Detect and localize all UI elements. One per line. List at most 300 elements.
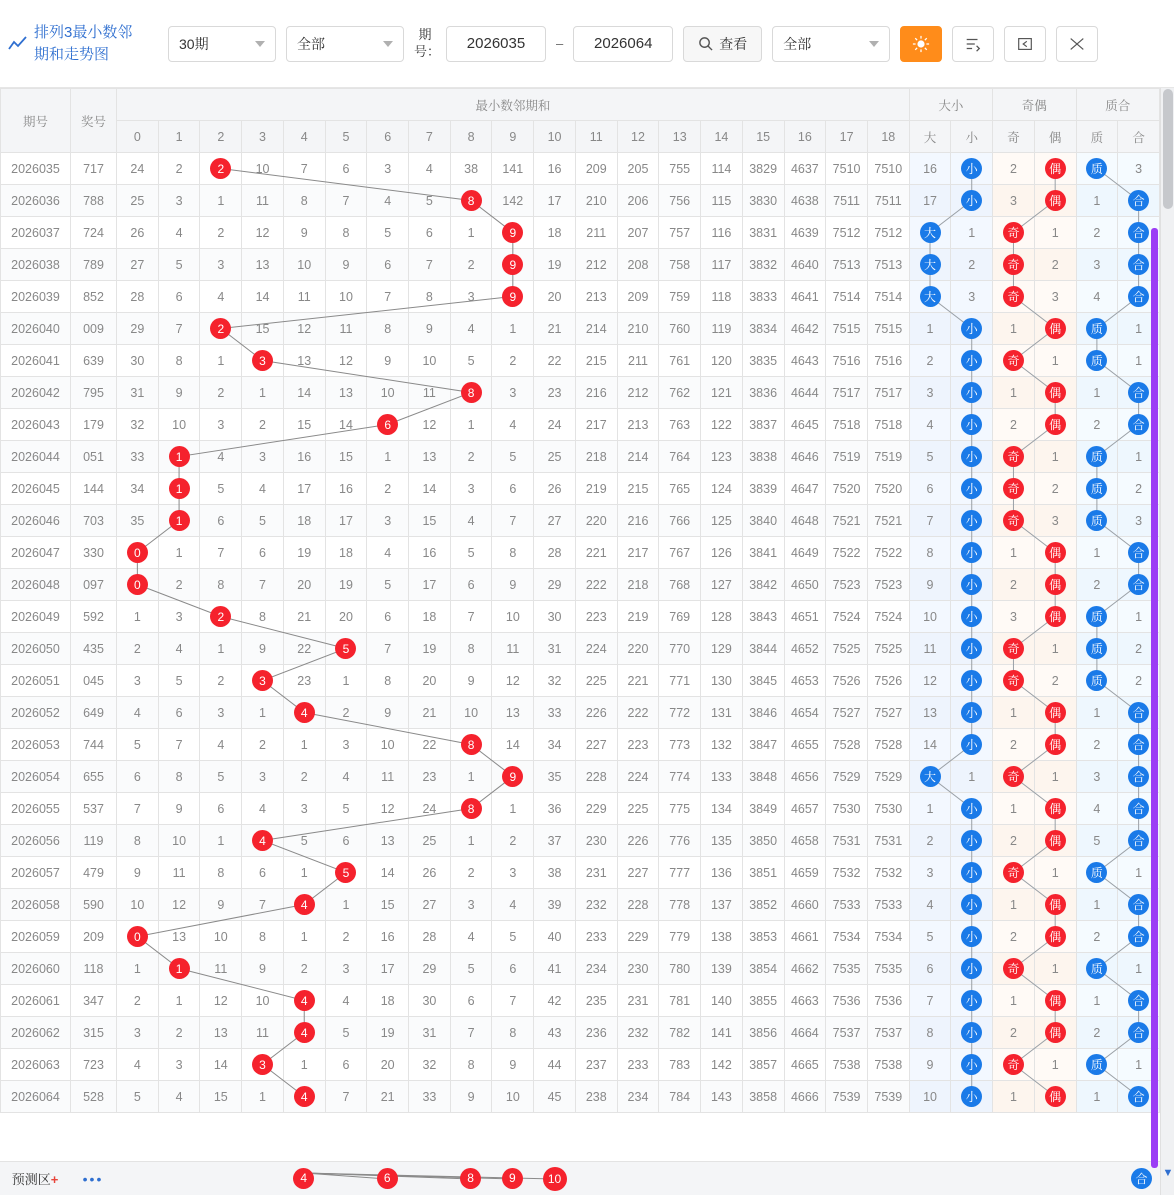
predict-connector	[116, 1162, 1166, 1195]
period-count-select[interactable]	[168, 26, 276, 62]
cell-col-9: 3	[492, 857, 534, 889]
table-row[interactable]	[1, 505, 1160, 537]
table-row[interactable]	[1, 281, 1160, 313]
row-award-number: 315	[71, 1017, 117, 1049]
cell-col-8: 8	[450, 1049, 492, 1081]
table-row[interactable]	[1, 377, 1160, 409]
cell-col-8: 4	[450, 921, 492, 953]
hit-ball: 2	[210, 318, 231, 339]
cell-col-17: 7522	[826, 537, 868, 569]
predict-label-text: 预测区	[11, 1172, 51, 1187]
hit-ball: 4	[294, 894, 315, 915]
cell-col-15: 3835	[742, 345, 784, 377]
cell-col-1: 3	[158, 185, 200, 217]
cell-zhi: 2	[1076, 729, 1118, 761]
cell-ou: 1	[1034, 441, 1076, 473]
cell-col-8: 9	[450, 1081, 492, 1113]
cell-col-12: 230	[617, 953, 659, 985]
cell-col-9: 1	[492, 793, 534, 825]
cell-ji-ball: 奇	[1003, 638, 1024, 659]
cell-col-13: 779	[659, 921, 701, 953]
cell-xiao	[951, 409, 993, 441]
cell-col-14: 143	[701, 1081, 743, 1113]
cell-he: 1	[1118, 601, 1160, 633]
cell-col-11: 234	[575, 953, 617, 985]
cell-col-18: 7518	[867, 409, 909, 441]
cell-col-0: 4	[117, 1049, 159, 1081]
cell-col-4: 19	[283, 537, 325, 569]
cell-col-3: 1	[242, 697, 284, 729]
cell-col-17: 7534	[826, 921, 868, 953]
cell-col-5: 6	[325, 825, 367, 857]
cell-ou	[1034, 697, 1076, 729]
table-row[interactable]	[1, 761, 1160, 793]
cell-col-0: 10	[117, 889, 159, 921]
cell-zhi-ball: 质	[1086, 862, 1107, 883]
cell-col-14: 139	[701, 953, 743, 985]
cell-zhi	[1076, 505, 1118, 537]
cell-ou-ball: 偶	[1045, 1086, 1066, 1107]
cell-col-12: 217	[617, 537, 659, 569]
cell-col-12: 221	[617, 665, 659, 697]
cell-col-15: 3845	[742, 665, 784, 697]
cell-col-17: 7530	[826, 793, 868, 825]
cell-xiao	[951, 601, 993, 633]
cell-ji	[993, 473, 1035, 505]
cell-he-ball: 合	[1128, 926, 1149, 947]
cell-col-10: 21	[534, 313, 576, 345]
cell-col-5: 3	[325, 729, 367, 761]
predict-bar	[0, 1161, 1160, 1195]
filter-select[interactable]	[286, 26, 404, 62]
cell-da	[909, 249, 951, 281]
cell-col-15: 3833	[742, 281, 784, 313]
cell-col-15: 3841	[742, 537, 784, 569]
row-award-number: 717	[71, 153, 117, 185]
row-period: 2026035	[1, 153, 71, 185]
cell-zhi: 5	[1076, 825, 1118, 857]
predict-ball[interactable]: 8	[460, 1168, 481, 1189]
cell-col-4: 10	[283, 249, 325, 281]
cell-col-1: 4	[158, 633, 200, 665]
predict-ball[interactable]: 6	[377, 1168, 398, 1189]
cell-da: 7	[909, 985, 951, 1017]
cell-col-8	[450, 377, 492, 409]
cell-col-9: 11	[492, 633, 534, 665]
cell-col-14: 118	[701, 281, 743, 313]
cell-col-4: 17	[283, 473, 325, 505]
cell-col-12: 225	[617, 793, 659, 825]
cell-col-6: 10	[367, 729, 409, 761]
row-award-number: 852	[71, 281, 117, 313]
cell-col-16: 4645	[784, 409, 826, 441]
cell-col-9	[492, 761, 534, 793]
cell-col-7: 32	[409, 1049, 451, 1081]
cell-col-17: 7525	[826, 633, 868, 665]
cell-col-11: 218	[575, 441, 617, 473]
cell-col-8: 4	[450, 505, 492, 537]
cell-col-18: 7513	[867, 249, 909, 281]
cell-zhi: 4	[1076, 793, 1118, 825]
cell-col-18: 7532	[867, 857, 909, 889]
table-row[interactable]	[1, 185, 1160, 217]
table-row[interactable]	[1, 953, 1160, 985]
cell-col-2: 3	[200, 249, 242, 281]
cell-col-14: 115	[701, 185, 743, 217]
cell-col-10: 32	[534, 665, 576, 697]
cell-col-7: 33	[409, 1081, 451, 1113]
table-row[interactable]	[1, 569, 1160, 601]
start-period-input[interactable]: 2026035	[446, 26, 546, 62]
cell-col-18: 7530	[867, 793, 909, 825]
cell-col-18: 7521	[867, 505, 909, 537]
cell-col-7: 21	[409, 697, 451, 729]
cell-col-1: 4	[158, 217, 200, 249]
cell-he-ball: 合	[1128, 574, 1149, 595]
cell-da: 5	[909, 441, 951, 473]
cell-zhi: 1	[1076, 697, 1118, 729]
cell-col-0: 1	[117, 953, 159, 985]
cell-col-12: 223	[617, 729, 659, 761]
cell-col-15: 3856	[742, 1017, 784, 1049]
cell-col-9: 14	[492, 729, 534, 761]
cell-da: 5	[909, 921, 951, 953]
cell-col-2: 3	[200, 697, 242, 729]
cell-col-5: 5	[325, 793, 367, 825]
hit-ball: 1	[169, 446, 190, 467]
cell-col-14: 135	[701, 825, 743, 857]
table-row[interactable]	[1, 249, 1160, 281]
header-col-17: 17	[826, 121, 868, 153]
cell-col-16: 4637	[784, 153, 826, 185]
cell-ou-ball: 偶	[1045, 542, 1066, 563]
table-row[interactable]	[1, 825, 1160, 857]
cell-xiao-ball: 小	[961, 350, 982, 371]
period-field-label: 期号：	[414, 27, 441, 59]
cell-ou-ball: 偶	[1045, 830, 1066, 851]
cell-col-5: 2	[325, 697, 367, 729]
cell-xiao-ball: 小	[961, 1022, 982, 1043]
cell-xiao	[951, 345, 993, 377]
cell-ou: 1	[1034, 857, 1076, 889]
table-row[interactable]	[1, 601, 1160, 633]
table-row[interactable]	[1, 921, 1160, 953]
row-award-number: 330	[71, 537, 117, 569]
cell-col-17: 7532	[826, 857, 868, 889]
cell-ji	[993, 281, 1035, 313]
cell-col-9: 3	[492, 377, 534, 409]
cell-col-9: 10	[492, 1081, 534, 1113]
cell-col-17: 7521	[826, 505, 868, 537]
cell-col-2: 12	[200, 985, 242, 1017]
shuffle-button[interactable]	[1056, 26, 1098, 62]
cell-col-13: 783	[659, 1049, 701, 1081]
cell-ji-ball: 奇	[1003, 350, 1024, 371]
cell-da: 1	[909, 313, 951, 345]
cell-col-11: 224	[575, 633, 617, 665]
cell-col-8: 7	[450, 601, 492, 633]
predict-more-button[interactable]: •••	[82, 1170, 104, 1187]
cell-col-7: 18	[409, 601, 451, 633]
cell-xiao-ball: 小	[961, 862, 982, 883]
cell-col-7: 24	[409, 793, 451, 825]
predict-label[interactable]	[0, 1169, 70, 1188]
cell-he: 1	[1118, 857, 1160, 889]
cell-col-10: 26	[534, 473, 576, 505]
cell-col-15: 3842	[742, 569, 784, 601]
header-col-6: 6	[367, 121, 409, 153]
cell-col-9: 9	[492, 569, 534, 601]
cell-col-2: 1	[200, 825, 242, 857]
cell-col-16: 4664	[784, 1017, 826, 1049]
cell-zhi: 1	[1076, 537, 1118, 569]
row-period: 2026063	[1, 1049, 71, 1081]
cell-col-12: 226	[617, 825, 659, 857]
cell-col-8: 1	[450, 409, 492, 441]
trend-table	[0, 88, 1160, 1113]
cell-col-9	[492, 281, 534, 313]
row-period: 2026038	[1, 249, 71, 281]
cell-col-8: 4	[450, 313, 492, 345]
predict-ball[interactable]: 10	[543, 1167, 567, 1191]
cell-col-0	[117, 537, 159, 569]
cell-col-11: 216	[575, 377, 617, 409]
cell-zhi-ball: 质	[1086, 318, 1107, 339]
header-number-row	[1, 121, 1160, 153]
row-period: 2026064	[1, 1081, 71, 1113]
table-row[interactable]	[1, 857, 1160, 889]
cell-col-14: 138	[701, 921, 743, 953]
cell-col-4: 21	[283, 601, 325, 633]
cell-col-15: 3837	[742, 409, 784, 441]
cell-col-7: 5	[409, 185, 451, 217]
cell-col-1: 10	[158, 409, 200, 441]
cell-col-12: 220	[617, 633, 659, 665]
cell-xiao-ball: 小	[961, 542, 982, 563]
cell-col-16: 4654	[784, 697, 826, 729]
cell-col-14: 123	[701, 441, 743, 473]
sort-button[interactable]	[952, 26, 994, 62]
theme-toggle-button[interactable]	[900, 26, 942, 62]
cell-col-6: 16	[367, 921, 409, 953]
cell-col-0: 34	[117, 473, 159, 505]
cell-col-5: 17	[325, 505, 367, 537]
cell-col-5: 4	[325, 985, 367, 1017]
cell-col-10: 36	[534, 793, 576, 825]
view-button[interactable]	[683, 26, 762, 62]
cell-ji: 3	[993, 601, 1035, 633]
cell-xiao-ball: 小	[961, 734, 982, 755]
cell-col-2: 2	[200, 665, 242, 697]
cell-col-14: 131	[701, 697, 743, 729]
cell-col-3: 4	[242, 793, 284, 825]
table-row[interactable]	[1, 1049, 1160, 1081]
cell-col-6: 13	[367, 825, 409, 857]
cell-col-0: 35	[117, 505, 159, 537]
cell-ji-ball: 奇	[1003, 766, 1024, 787]
cell-xiao	[951, 697, 993, 729]
cell-ji	[993, 345, 1035, 377]
back-button[interactable]	[1004, 26, 1046, 62]
cell-col-18: 7520	[867, 473, 909, 505]
hit-ball: 1	[169, 478, 190, 499]
table-row[interactable]	[1, 441, 1160, 473]
header-col-7: 7	[409, 121, 451, 153]
end-period-input[interactable]: 2026064	[573, 26, 673, 62]
cell-col-4: 15	[283, 409, 325, 441]
cell-col-2: 10	[200, 921, 242, 953]
cell-col-5: 2	[325, 921, 367, 953]
table-row[interactable]	[1, 1017, 1160, 1049]
cell-zhi	[1076, 857, 1118, 889]
cell-col-9: 7	[492, 505, 534, 537]
table-row[interactable]	[1, 985, 1160, 1017]
table-head	[1, 89, 1160, 153]
cell-col-6: 11	[367, 761, 409, 793]
cell-col-2: 5	[200, 761, 242, 793]
scroll-down-icon[interactable]: ▼	[1162, 1167, 1174, 1179]
cell-col-14: 128	[701, 601, 743, 633]
cell-col-2: 4	[200, 441, 242, 473]
cell-col-9: 142	[492, 185, 534, 217]
table-row[interactable]	[1, 665, 1160, 697]
cell-zhi-ball: 质	[1086, 158, 1107, 179]
cell-ji-ball: 奇	[1003, 254, 1024, 275]
cell-col-1	[158, 505, 200, 537]
cell-col-10: 33	[534, 697, 576, 729]
cell-col-1: 5	[158, 249, 200, 281]
cell-da: 8	[909, 1017, 951, 1049]
cell-col-3: 1	[242, 1081, 284, 1113]
cell-col-12: 215	[617, 473, 659, 505]
table-row[interactable]	[1, 537, 1160, 569]
cell-col-12: 227	[617, 857, 659, 889]
cell-zhi: 2	[1076, 409, 1118, 441]
cell-ou	[1034, 889, 1076, 921]
hit-ball: 1	[169, 958, 190, 979]
cell-col-16: 4656	[784, 761, 826, 793]
cell-col-12: 228	[617, 889, 659, 921]
row-period: 2026040	[1, 313, 71, 345]
range-select-value: 全部	[783, 35, 812, 52]
cell-col-11: 220	[575, 505, 617, 537]
cell-he-ball: 合	[1128, 830, 1149, 851]
predict-ball[interactable]: 4	[293, 1168, 314, 1189]
cell-col-15: 3847	[742, 729, 784, 761]
cell-he: 2	[1118, 473, 1160, 505]
cell-he: 1	[1118, 313, 1160, 345]
cell-col-1: 3	[158, 1049, 200, 1081]
table-row[interactable]	[1, 217, 1160, 249]
toolbar	[0, 0, 1174, 88]
cell-col-6: 3	[367, 505, 409, 537]
row-award-number: 097	[71, 569, 117, 601]
table-row[interactable]	[1, 793, 1160, 825]
predict-ball[interactable]: 9	[502, 1168, 523, 1189]
header-zhihe-group: 质合	[1076, 89, 1159, 121]
cell-col-1: 5	[158, 665, 200, 697]
cell-col-9: 141	[492, 153, 534, 185]
table-row[interactable]	[1, 409, 1160, 441]
cell-xiao	[951, 857, 993, 889]
row-award-number: 479	[71, 857, 117, 889]
cell-col-11: 232	[575, 889, 617, 921]
cell-col-4: 2	[283, 761, 325, 793]
cell-xiao-ball: 小	[961, 990, 982, 1011]
cell-col-2: 1	[200, 633, 242, 665]
cell-col-9: 5	[492, 441, 534, 473]
cell-xiao	[951, 1049, 993, 1081]
cell-zhi	[1076, 345, 1118, 377]
cell-col-4: 9	[283, 217, 325, 249]
cell-col-2: 15	[200, 1081, 242, 1113]
cell-ou-ball: 偶	[1045, 158, 1066, 179]
cell-xiao-ball: 小	[961, 158, 982, 179]
cell-col-0: 2	[117, 633, 159, 665]
table-row[interactable]	[1, 313, 1160, 345]
table-row[interactable]	[1, 1081, 1160, 1113]
cell-ou-ball: 偶	[1045, 990, 1066, 1011]
cell-zhi-ball: 质	[1086, 670, 1107, 691]
cell-col-16: 4648	[784, 505, 826, 537]
cell-col-2: 3	[200, 409, 242, 441]
cell-col-0: 32	[117, 409, 159, 441]
table-row[interactable]	[1, 697, 1160, 729]
table-row[interactable]	[1, 345, 1160, 377]
row-period: 2026061	[1, 985, 71, 1017]
table-row[interactable]	[1, 889, 1160, 921]
hit-ball: 2	[210, 606, 231, 627]
vertical-scrollbar[interactable]	[1160, 88, 1174, 1195]
cell-col-4: 3	[283, 793, 325, 825]
cell-col-18: 7538	[867, 1049, 909, 1081]
cell-col-2: 1	[200, 185, 242, 217]
table-row[interactable]	[1, 473, 1160, 505]
cell-zhi: 2	[1076, 921, 1118, 953]
row-period: 2026054	[1, 761, 71, 793]
row-period: 2026049	[1, 601, 71, 633]
cell-col-14: 126	[701, 537, 743, 569]
scrollbar-thumb[interactable]	[1163, 89, 1173, 209]
cell-ou	[1034, 601, 1076, 633]
cell-ji-ball: 奇	[1003, 478, 1024, 499]
cell-col-9: 12	[492, 665, 534, 697]
table-row[interactable]	[1, 153, 1160, 185]
cell-zhi	[1076, 633, 1118, 665]
filter-select-value: 全部	[297, 35, 325, 52]
cell-ou-ball: 偶	[1045, 702, 1066, 723]
cell-col-10: 27	[534, 505, 576, 537]
cell-col-14: 125	[701, 505, 743, 537]
cell-zhi: 2	[1076, 217, 1118, 249]
cell-zhi	[1076, 1049, 1118, 1081]
cell-col-4: 16	[283, 441, 325, 473]
range-select[interactable]	[772, 26, 890, 62]
cell-col-13: 769	[659, 601, 701, 633]
cell-col-13: 755	[659, 153, 701, 185]
table-row[interactable]	[1, 729, 1160, 761]
row-period: 2026037	[1, 217, 71, 249]
cell-xiao: 1	[951, 761, 993, 793]
table-row[interactable]	[1, 633, 1160, 665]
cell-ji: 1	[993, 985, 1035, 1017]
cell-col-16: 4640	[784, 249, 826, 281]
cell-col-5: 4	[325, 761, 367, 793]
cell-col-6: 9	[367, 345, 409, 377]
cell-ji: 2	[993, 921, 1035, 953]
cell-col-14: 114	[701, 153, 743, 185]
cell-col-18: 7535	[867, 953, 909, 985]
